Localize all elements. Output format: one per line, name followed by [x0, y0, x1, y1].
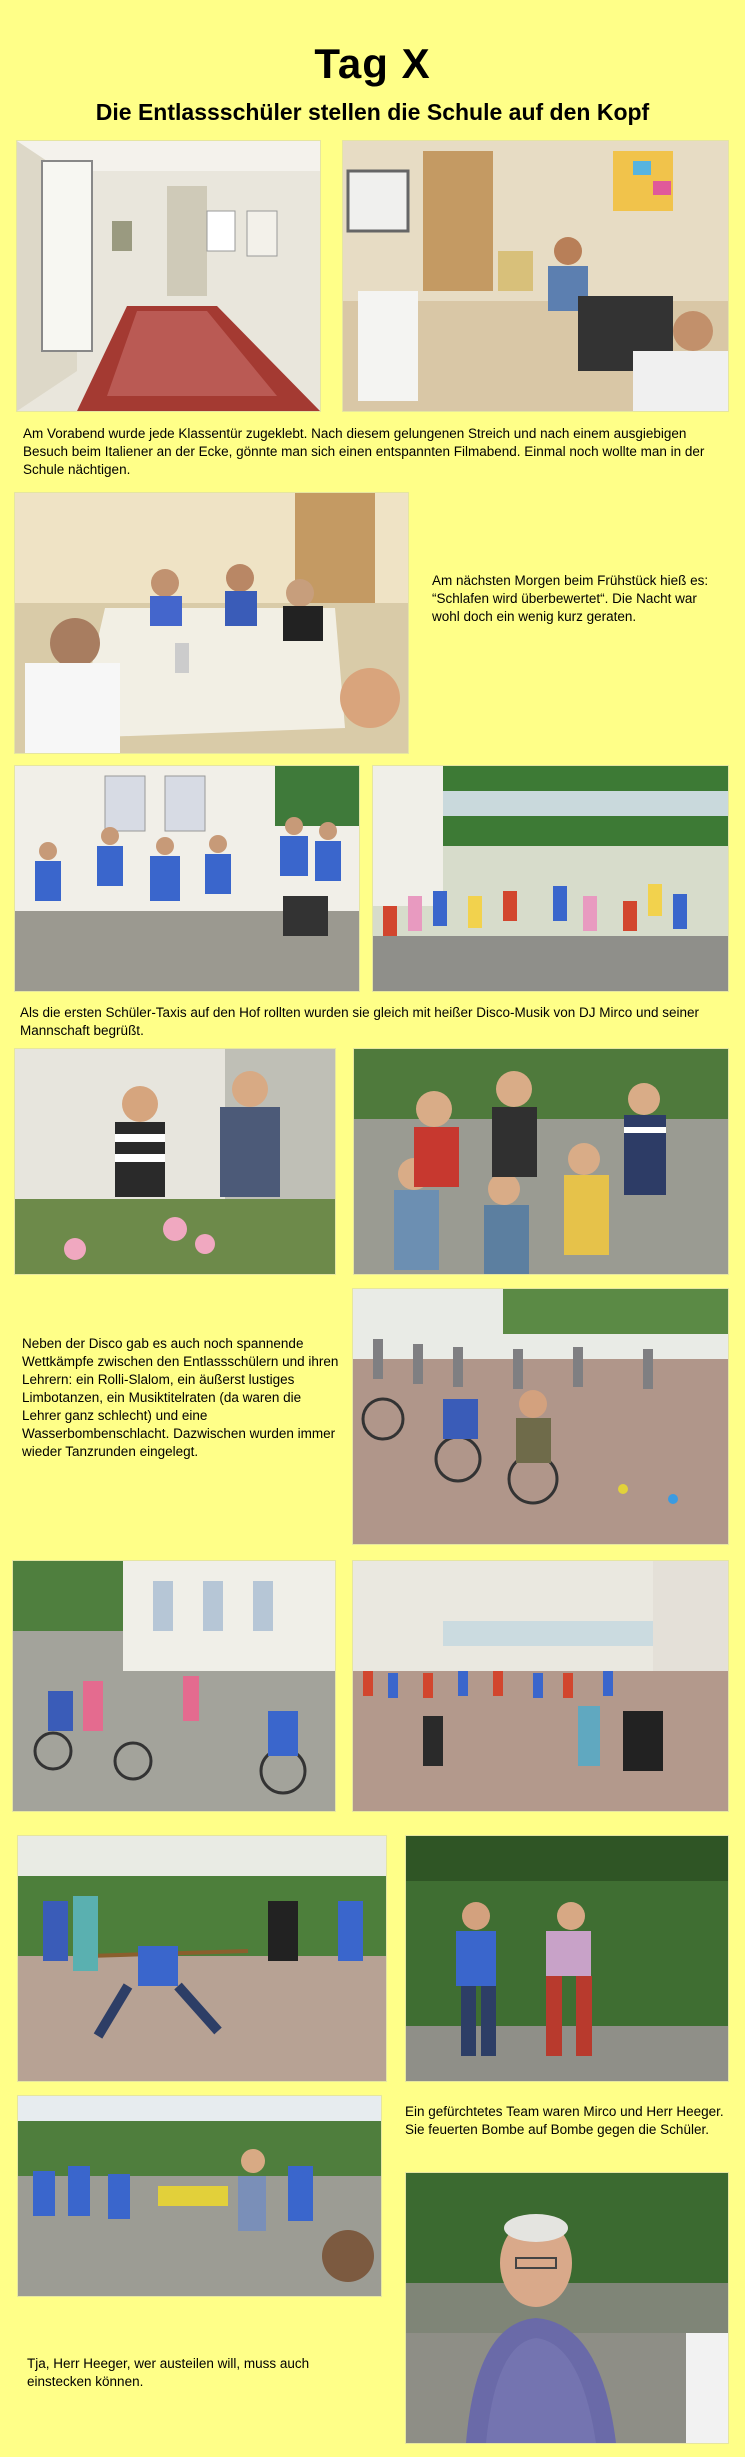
photo-children-group: [353, 1048, 729, 1275]
photo-waterbomb-team: [405, 1835, 729, 2082]
photo-herr-heeger: [405, 2172, 729, 2444]
paragraph-heeger: Tja, Herr Heeger, wer austeilen will, muss auch einstecken können.: [27, 2356, 310, 2389]
page-title: Tag X: [314, 40, 431, 87]
photo-classroom: [342, 140, 729, 412]
page-subtitle: Die Entlassschüler stellen die Schule auf den Kopf: [95, 99, 650, 125]
photo-children-dancing: [14, 1048, 336, 1275]
photo-wheelchair-race: [12, 1560, 336, 1812]
photo-schoolyard-crowd: [372, 765, 729, 992]
paragraph-competitions: Neben der Disco gab es auch noch spannende Wettkämpfe zwischen den Entlassschülern und ihren Lehrern: ein Rolli-Slalom, ein äußerst lustiges Limbotanzen, ein Musiktitelraten (da waren die Lehrer ganz schlecht) und eine Wasserbombenschlacht. Dazwischen wurden immer wieder Tanzrunden eingelegt.: [22, 1336, 339, 1459]
photo-hallway: [16, 140, 321, 412]
paragraph-evening: Am Vorabend wurde jede Klassentür zugeklebt. Nach diesem gelungenen Streich und nach einem ausgiebigen Besuch beim Italiener an der Ecke, gönnte man sich einen entspannten Filmabend. Einmal noch wollte man in der Schule nächtigen.: [23, 426, 705, 477]
paragraph-breakfast: Am nächsten Morgen beim Frühstück hieß es: “Schlafen wird überbewertet“. Die Nacht war wohl doch ein wenig kurz geraten.: [432, 573, 709, 624]
photo-disco-team: [14, 765, 360, 992]
photo-waterbomb-fight: [17, 2095, 382, 2297]
paragraph-waterbomb-team: Ein gefürchtetes Team waren Mirco und Herr Heeger. Sie feuerten Bombe auf Bombe gegen die Schüler.: [405, 2104, 724, 2137]
photo-rolli-slalom: [352, 1288, 729, 1545]
paragraph-arrival: Als die ersten Schüler-Taxis auf den Hof rollten wurden sie gleich mit heißer Disco-Musik von DJ Mirco und seiner Mannschaft begrüßt.: [20, 1005, 700, 1038]
photo-breakfast: [14, 492, 409, 754]
photo-schoolyard-dance: [352, 1560, 729, 1812]
photo-limbo: [17, 1835, 387, 2082]
